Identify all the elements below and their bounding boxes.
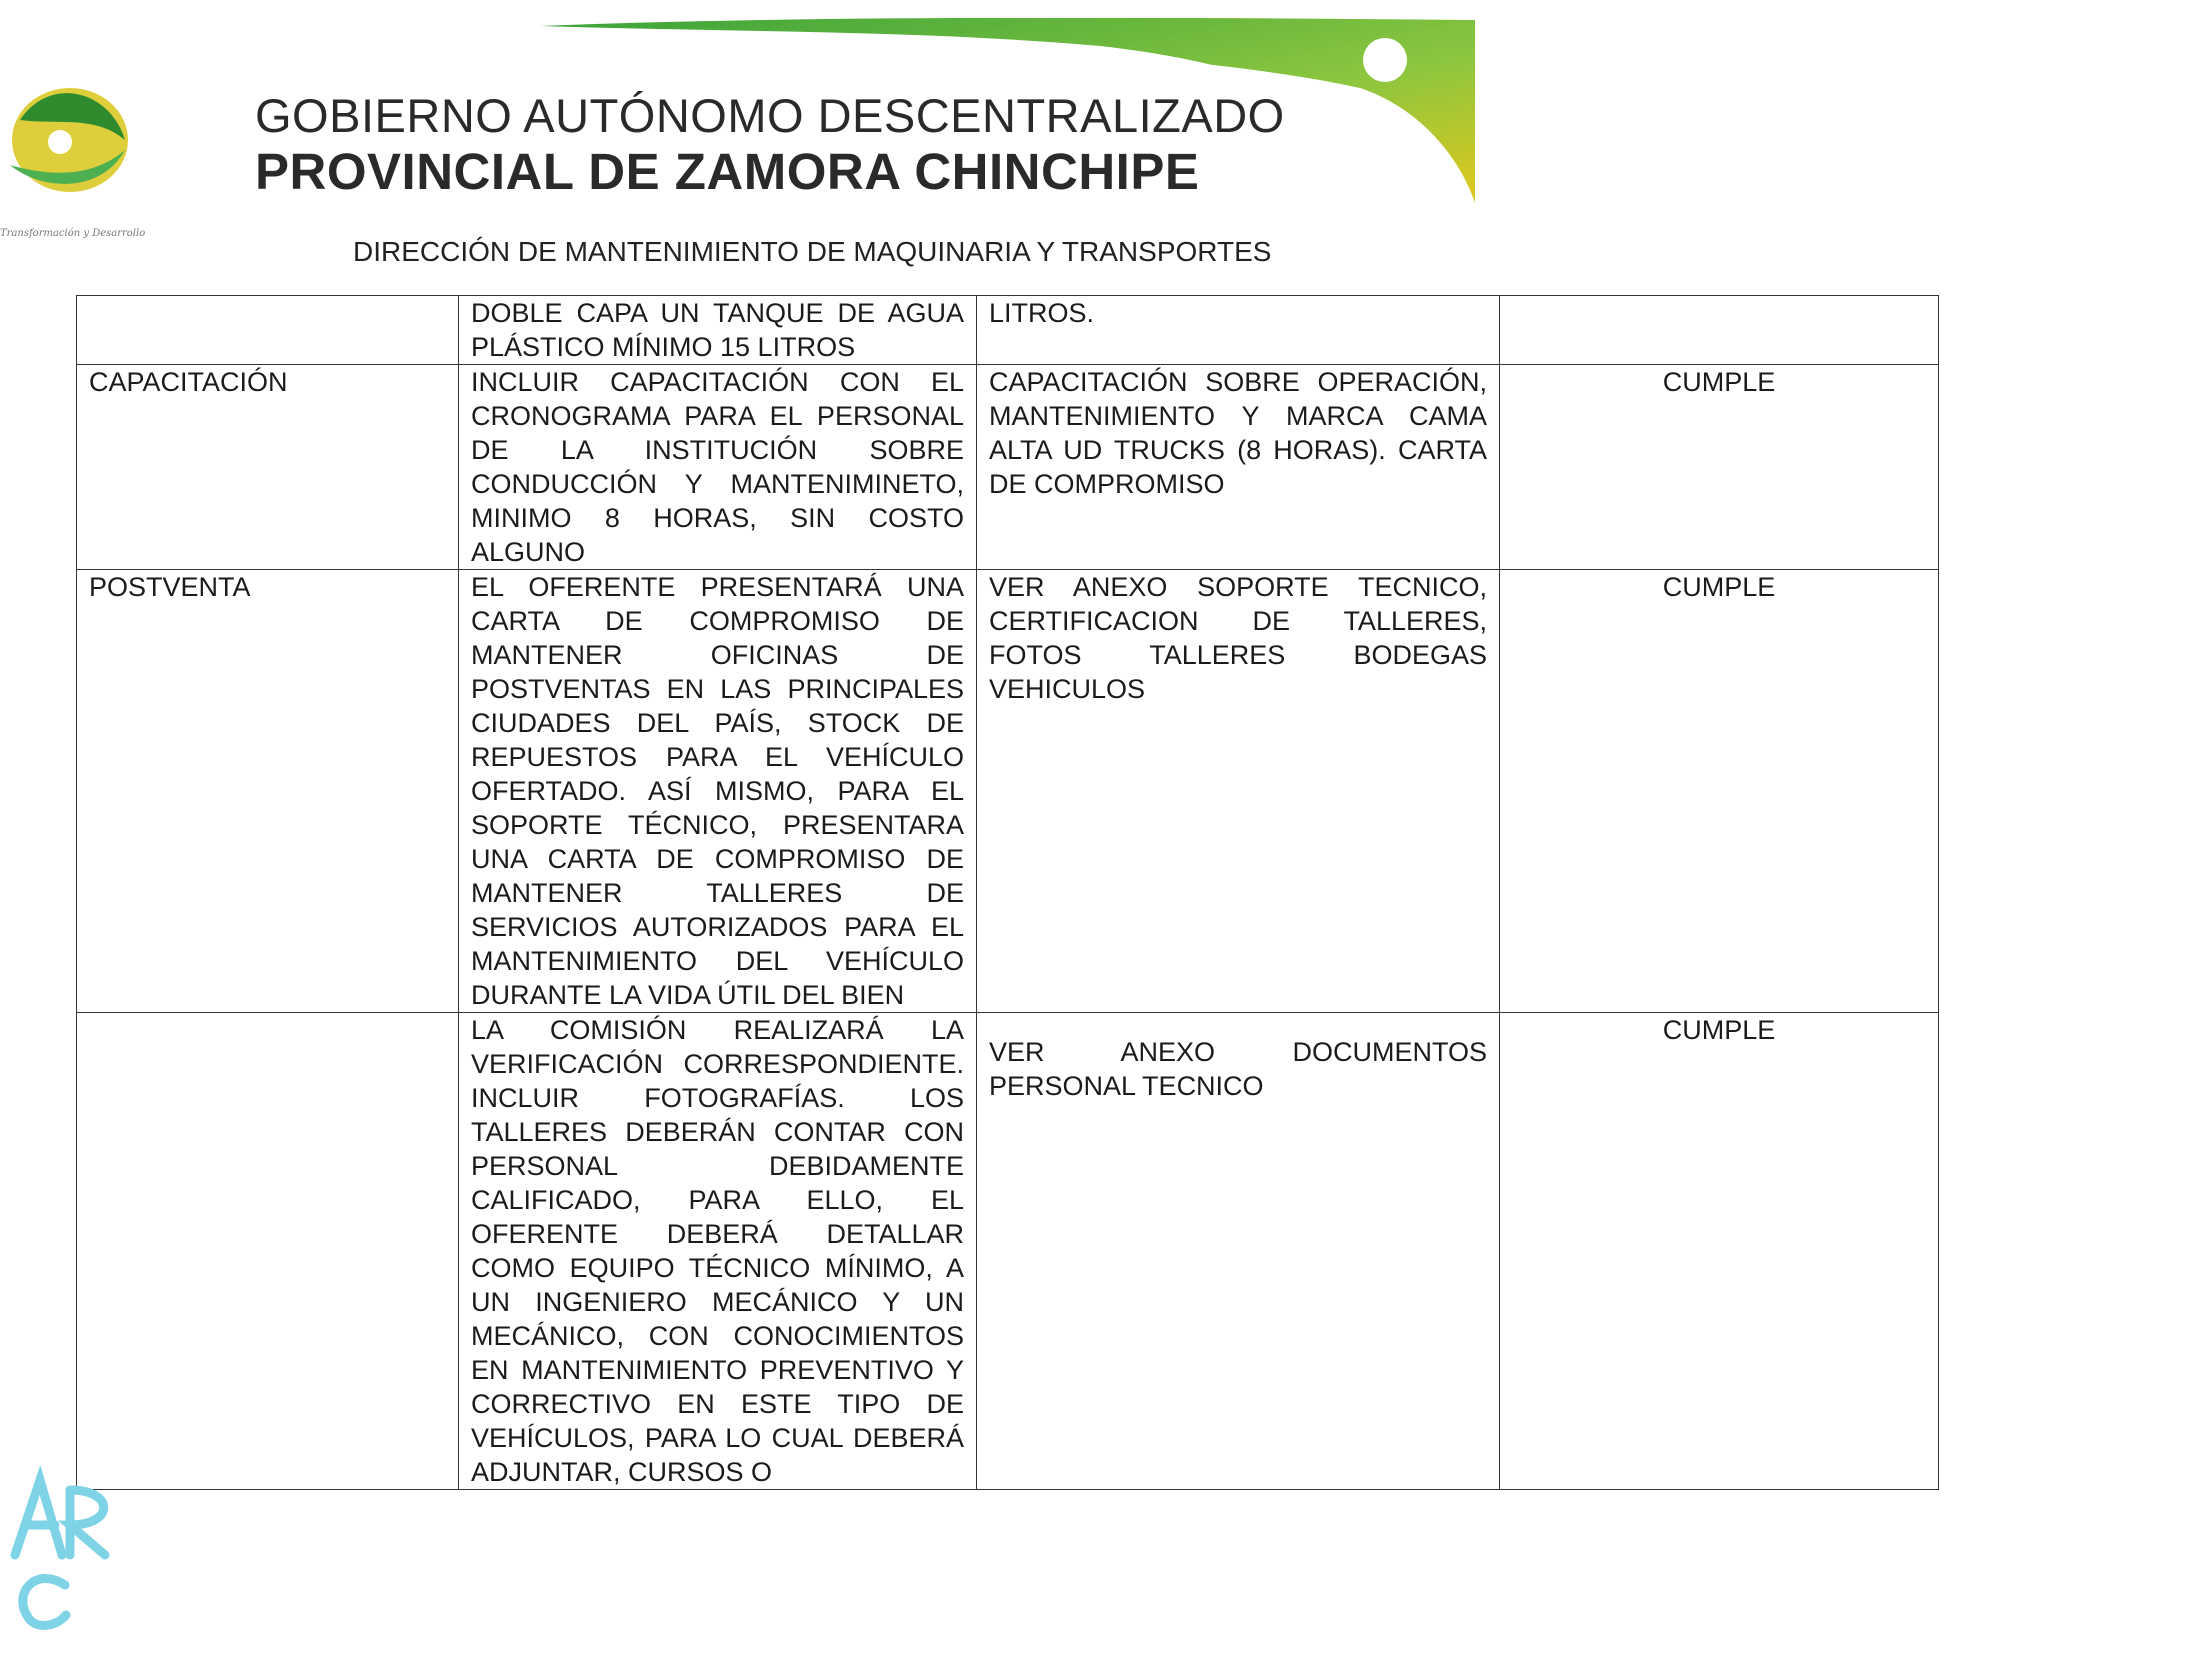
header-title-line1: GOBIERNO AUTÓNOMO DESCENTRALIZADO xyxy=(255,89,1285,142)
row-label-cell xyxy=(77,296,459,365)
result-text: CUMPLE xyxy=(1662,1015,1776,1045)
table-row xyxy=(77,1013,1939,1490)
table-row xyxy=(77,296,1939,365)
row-label-cell xyxy=(77,570,459,1013)
table-row xyxy=(77,365,1939,570)
result-text: CUMPLE xyxy=(1662,367,1776,397)
initials-stamp xyxy=(0,1460,120,1630)
evaluation-table xyxy=(76,295,1939,1490)
offer-text: CAPACITACIÓN SOBRE OPERACIÓN, MANTENIMIENTO Y MARCA CAMA ALTA UD TRUCKS (8 HORAS). CARTA DE COMPROMISO xyxy=(989,367,1487,499)
result-cell xyxy=(1500,365,1939,570)
requirement-cell xyxy=(459,296,977,365)
offer-text: VER ANEXO DOCUMENTOS PERSONAL TECNICO xyxy=(989,1037,1487,1101)
row-label: CAPACITACIÓN xyxy=(89,367,288,397)
requirement-text: EL OFERENTE PRESENTARÁ UNA CARTA DE COMPROMISO DE MANTENER OFICINAS DE POSTVENTAS EN LAS PRINCIPALES CIUDADES DEL PAÍS, STOCK DE REPUESTOS PARA EL VEHÍCULO OFERTADO. ASÍ MISMO, PARA EL SOPORTE TÉCNICO, PRESENTARA UNA CARTA DE COMPROMISO DE MANTENER TALLERES DE SERVICIOS AUTORIZADOS PARA EL MANTENIMIENTO DEL VEHÍCULO DURANTE LA VIDA ÚTIL DEL BIEN xyxy=(471,572,964,1010)
offer-cell xyxy=(977,1013,1500,1490)
result-cell xyxy=(1500,570,1939,1013)
offer-text: LITROS. xyxy=(989,298,1095,328)
row-label-cell xyxy=(77,1013,459,1490)
result-cell xyxy=(1500,1013,1939,1490)
requirement-cell xyxy=(459,570,977,1013)
requirement-text: DOBLE CAPA UN TANQUE DE AGUA PLÁSTICO MÍNIMO 15 LITROS xyxy=(471,298,964,362)
row-label: POSTVENTA xyxy=(89,572,251,602)
requirement-cell xyxy=(459,365,977,570)
offer-cell xyxy=(977,296,1500,365)
department-subtitle: DIRECCIÓN DE MANTENIMIENTO DE MAQUINARIA Y TRANSPORTES xyxy=(353,236,1272,267)
result-text: CUMPLE xyxy=(1662,572,1776,602)
header-title-line2: PROVINCIAL DE ZAMORA CHINCHIPE xyxy=(255,143,1200,200)
offer-text: VER ANEXO SOPORTE TECNICO, CERTIFICACION DE TALLERES, FOTOS TALLERES BODEGAS VEHICULOS xyxy=(989,572,1487,704)
offer-cell xyxy=(977,570,1500,1013)
requirement-text: LA COMISIÓN REALIZARÁ LA VERIFICACIÓN CORRESPONDIENTE. INCLUIR FOTOGRAFÍAS. LOS TALLERES DEBERÁN CONTAR CON PERSONAL DEBIDAMENTE CALIFICADO, PARA ELLO, EL OFERENTE DEBERÁ DETALLAR COMO EQUIPO TÉCNICO MÍNIMO, A UN INGENIERO MECÁNICO Y UN MECÁNICO, CON CONOCIMIENTOS EN MANTENIMIENTO PREVENTIVO Y CORRECTIVO EN ESTE TIPO DE VEHÍCULOS, PARA LO CUAL DEBERÁ ADJUNTAR, CURSOS O xyxy=(471,1015,964,1487)
logo-icon xyxy=(0,70,140,205)
requirement-text: INCLUIR CAPACITACIÓN CON EL CRONOGRAMA PARA EL PERSONAL DE LA INSTITUCIÓN SOBRE CONDUCCIÓN Y MANTENIMINETO, MINIMO 8 HORAS, SIN COSTO ALGUNO xyxy=(471,367,964,567)
result-cell xyxy=(1500,296,1939,365)
row-label-cell xyxy=(77,365,459,570)
requirement-cell xyxy=(459,1013,977,1490)
logo-caption: Transformación y Desarrollo xyxy=(0,228,146,239)
table-row xyxy=(77,570,1939,1013)
offer-cell xyxy=(977,365,1500,570)
